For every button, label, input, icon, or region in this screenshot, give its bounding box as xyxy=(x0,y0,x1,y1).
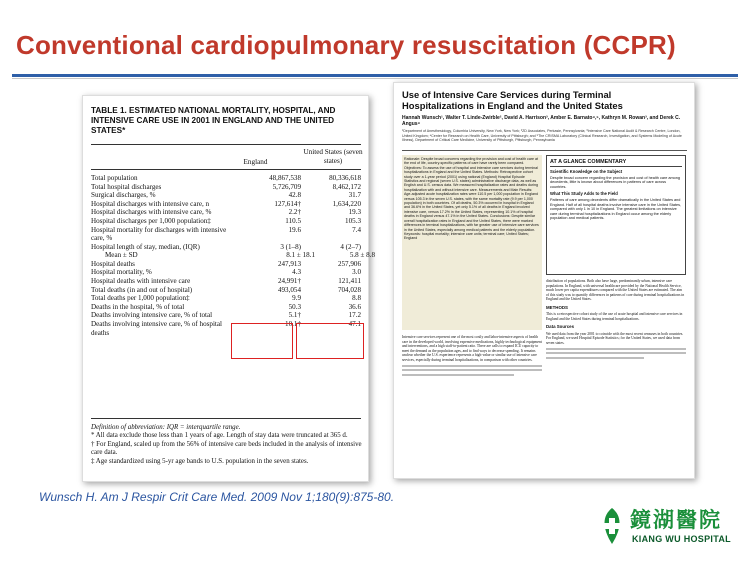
logo-emblem-icon xyxy=(598,506,626,546)
logo-english: KIANG WU HOSPITAL xyxy=(632,534,731,544)
text-line xyxy=(546,352,686,354)
table-row xyxy=(91,200,363,209)
highlight-box-england xyxy=(231,323,293,359)
row-label: Total population xyxy=(91,174,138,182)
article-page xyxy=(393,82,695,479)
england-value: 5.1† xyxy=(288,311,301,320)
table-row xyxy=(91,303,363,312)
footnote: † For England, scaled up from the 56% of intensive care beds included in the analysis of intensive care data. xyxy=(91,440,362,457)
us-value: 4 (2–7) xyxy=(340,242,361,251)
row-label: Deaths involving intensive care, % of total xyxy=(91,311,213,320)
table-body xyxy=(91,174,375,337)
table-row xyxy=(91,277,363,286)
article-column-right xyxy=(546,279,686,474)
glance-heading: AT A GLANCE COMMENTARY xyxy=(550,159,682,167)
england-value: 110.5 xyxy=(285,216,301,225)
table-row xyxy=(91,294,363,303)
table-row xyxy=(91,226,363,243)
article-title: Use of Intensive Care Services during Terminal Hospitalizations in England and the United States xyxy=(402,89,623,111)
title-rule-thin xyxy=(12,78,738,79)
section-heading: METHODS xyxy=(546,304,568,310)
table-row xyxy=(91,183,363,192)
article-authors: Hannah Wunsch¹, Walter T. Linde-Zwirble², David A. Harrison³, Amber E. Barnato⁴,⁵, Kathryn M. Rowan³, and Derek C. Angus⁴ xyxy=(402,115,681,127)
england-value: 127,614† xyxy=(274,199,301,208)
footnote: ‡ Age standardized using 5-yr age bands to U.S. population in the seven states. xyxy=(91,457,309,465)
england-value: 493,054 xyxy=(277,285,301,294)
column-header-us: United States (seven states) xyxy=(303,148,363,165)
row-label: Hospital deaths xyxy=(91,259,135,268)
logo-chinese: 鏡湖醫院 xyxy=(630,507,722,532)
article-affiliations: ¹Department of Anesthesiology, Columbia University, New York, New York; ²ZD Associates, Perkasie, Pennsylvania; ³Intensive Care National Audit & Research Centre, London, United Kingdom; ⁴Center for Research on Health Care, University of Pittsburgh; and ⁵The CRISMA Laboratory (Clinical Research, Investigation, and Systems Modeling of Acute Illness), Department of Critical Care Medicine, University of Pittsburgh, Pittsburgh, Pennsylvania xyxy=(402,129,682,142)
row-label: Hospital mortality for discharges with intensive care, % xyxy=(91,225,227,243)
us-value: 19.3 xyxy=(348,208,361,217)
england-value: 50.3 xyxy=(288,302,301,311)
england-value: 247,913 xyxy=(277,259,301,268)
footnote: * All data exclude those less than 1 years of age. Length of stay data were truncated at 365 d. xyxy=(91,432,348,440)
table-row xyxy=(91,243,363,252)
article-rule xyxy=(402,150,687,151)
england-value: 9.9 xyxy=(292,294,301,303)
glance-text: Patterns of care among decedents differ dramatically in the United States and England. Half of all hospital deaths involve intensive care in the United States, compared with only 1 in 10 in England. The greatest limitations on intensive care during terminal hospitalizations in England occur among the elderly population and medical patients. xyxy=(550,197,682,221)
us-value: 47.1 xyxy=(348,319,361,328)
us-value: 31.7 xyxy=(348,191,361,200)
row-label: Total deaths per 1,000 population‡ xyxy=(91,294,190,303)
us-value: 36.6 xyxy=(348,302,361,311)
glance-subheading: What This Study Adds to the Field xyxy=(550,191,618,197)
highlight-box-us xyxy=(296,323,364,359)
body-text: Intensive care services represent one of the most costly and labor-intensive aspects of health care in the developed world, involving expensive medications, highly technological equipment and interventions, and a high staff-to-patient ratio. There are calls to expand ICU capacity to meet the demand as the population ages, and to find ways to decrease spending. It remains unclear whether the U.S. experience represents a high-value or similar use of intensive care services, especially during terminal hospitalizations, in comparison with other countries. xyxy=(402,335,542,362)
row-label: Hospital length of stay, median, (IQR) xyxy=(91,242,200,251)
glance-text: Despite broad concern regarding the provision and cost of health care among decedents, little is known about differences in patterns of care across countries. xyxy=(550,175,681,189)
england-value: 8.1 ± 18.1 xyxy=(286,251,315,260)
england-value: 5,726,709 xyxy=(272,182,301,191)
england-value: 2.2† xyxy=(288,208,301,217)
us-value: 1,634,220 xyxy=(332,199,361,208)
table-header-rule xyxy=(91,169,361,170)
table-row xyxy=(91,191,363,200)
england-value: 10.1† xyxy=(285,319,301,328)
table-excerpt xyxy=(82,95,375,482)
england-value: 19.6 xyxy=(288,225,301,234)
table-row xyxy=(91,311,363,320)
table-row xyxy=(91,251,375,260)
england-value: 4.3 xyxy=(292,268,301,277)
row-label: Hospital deaths with intensive care xyxy=(91,276,191,285)
row-label: Hospital discharges with intensive care, % xyxy=(91,208,212,217)
row-label: Hospital discharges with intensive care, n xyxy=(91,199,210,208)
row-label: Hospital discharges per 1,000 population‡ xyxy=(91,216,211,225)
text-line xyxy=(402,374,514,376)
text-line xyxy=(402,365,542,367)
table-bottom-rule xyxy=(91,418,361,419)
article-abstract: Rationale: Despite broad concerns regarding the provision and cost of health care at the end of life, country-specific patterns of care have rarely been compared. Objectives: To assess the use of hospital and intensive care services during terminal hospitalizations in England and the United States. Methods: Retrospective cohort study over a 1-year period (2001) using national (England) Hospital Episode Statistics and regional (seven U.S. states) administrative discharge data, as well as English and U.S. census data. We measured hospitalization rates and deaths during hospitalization with and without intensive care. Measurements and Main Results: Age-adjusted acute hospitalization rates were 110.5 per 1,000 population in England versus 105.3 in the seven U.S. states, with the same mortality rate (9.9 per 1,000 population) in both countries. Of all deaths, 50.3% occurred in hospital in England and 36.6% in the United States, yet only 5.1% of all deaths in England involved intensive care, versus 17.2% in the United States, representing 10.1% of hospital deaths in England versus 47.1% in the United States. Conclusions: Despite similar overall hospitalization rates in England and the United States, there were marked differences in terminal hospitalizations, with far greater use of intensive care services in the United States, especially among medical patients and the elderly population. Keywords: hospital mortality; intensive care units; terminal care; United States; England xyxy=(402,155,542,330)
us-value: 121,411 xyxy=(338,276,361,285)
us-value: 105.3 xyxy=(345,216,361,225)
us-value: 7.4 xyxy=(352,225,361,234)
text-line xyxy=(402,369,542,371)
table-footnotes xyxy=(91,424,363,466)
text-line xyxy=(546,357,644,359)
row-label: Mean ± SD xyxy=(105,251,138,260)
section-heading: Data Sources xyxy=(546,324,575,329)
table-row xyxy=(91,286,363,295)
table-row xyxy=(91,260,363,269)
row-label: Deaths involving intensive care, % of hospital deaths xyxy=(91,319,223,337)
us-value: 8.8 xyxy=(352,294,361,303)
table-row xyxy=(91,174,363,183)
table-top-rule xyxy=(91,144,361,145)
us-value: 5.8 ± 8.8 xyxy=(349,251,375,260)
article-column-left xyxy=(402,335,542,465)
text-line xyxy=(546,348,686,350)
row-label: Total deaths (in and out of hospital) xyxy=(91,285,193,294)
table-row xyxy=(91,217,363,226)
us-value: 704,028 xyxy=(337,285,361,294)
column-header-england: England xyxy=(243,158,268,166)
glance-subheading: Scientific Knowledge on the Subject xyxy=(550,169,623,174)
body-text: This is a retrospective cohort study of the use of acute hospital and intensive care services in England and the United States during terminal hospitalizations. xyxy=(546,312,683,321)
body-text: distribution of populations. Both also have large, predominantly urban, intensive care populations. In England, with universal healthcare provided by the National Health Service, much lower per capita expenditures compared with the United States are estimated. The aim of this study was to quantify differences in patterns of care during terminal hospitalizations in England and the United States. xyxy=(546,279,685,301)
table-row xyxy=(91,268,363,277)
us-value: 8,462,172 xyxy=(332,182,361,191)
table-row xyxy=(91,208,363,217)
england-value: 42.8 xyxy=(288,191,301,200)
england-value: 24,991† xyxy=(277,276,301,285)
us-value: 257,906 xyxy=(337,259,361,268)
row-label: Hospital mortality, % xyxy=(91,268,152,277)
slide-title: Conventional cardiopulmonary resuscitation (CCPR) xyxy=(16,30,676,60)
us-value: 3.0 xyxy=(352,268,361,277)
row-label: Total hospital discharges xyxy=(91,182,162,191)
england-value: 3 (1–8) xyxy=(280,242,301,251)
body-text: We used data from the year 2001 to coincide with the most recent censuses in both countries. For England, we used Hospital Episode Statistics; for the United States, we used data from seven states. xyxy=(546,331,684,345)
table-caption: TABLE 1. ESTIMATED NATIONAL MORTALITY, HOSPITAL, AND INTENSIVE CARE USE IN 2001 IN ENGLAND AND THE UNITED STATES* xyxy=(91,106,336,135)
row-label: Surgical discharges, % xyxy=(91,191,156,200)
england-value: 48,867,538 xyxy=(269,174,301,182)
us-value: 17.2 xyxy=(348,311,361,320)
at-a-glance-box xyxy=(546,155,686,275)
title-rule xyxy=(12,74,738,77)
us-value: 80,336,618 xyxy=(329,174,361,182)
row-label: Deaths in the hospital, % of total xyxy=(91,302,185,311)
hospital-logo xyxy=(590,500,740,558)
citation: Wunsch H. Am J Respir Crit Care Med. 2009 Nov 1;180(9):875-80. xyxy=(39,490,395,504)
footnote: Definition of abbreviation: IQR = interquartile range. xyxy=(91,424,241,431)
